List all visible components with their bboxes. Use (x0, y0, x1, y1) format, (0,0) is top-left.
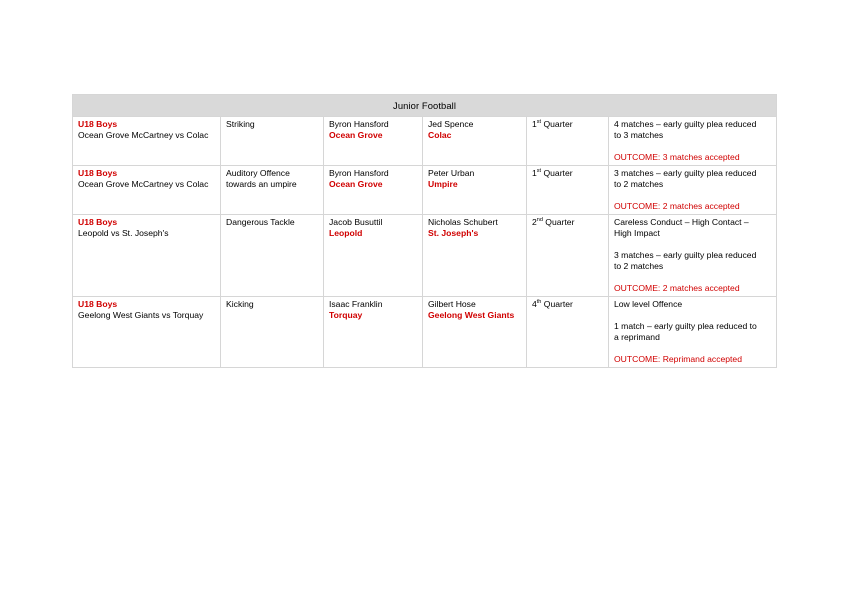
reported-club: Torquay (329, 310, 363, 320)
charge-line: Low level Offence (614, 299, 683, 309)
match-cell (73, 166, 221, 215)
tribunal-results-table (72, 94, 777, 368)
penalty-cell (609, 297, 777, 368)
victim-player: Nicholas Schubert (428, 217, 498, 227)
reported-cell (324, 166, 423, 215)
penalty-line: 3 matches – early guilty plea reduced (614, 168, 757, 178)
match-cell (73, 215, 221, 297)
offence-cell (221, 117, 324, 166)
table-header-row (73, 95, 777, 117)
penalty-cell (609, 215, 777, 297)
reported-cell (324, 117, 423, 166)
outcome-text: OUTCOME: 3 matches accepted (614, 152, 740, 162)
match-label: Leopold vs St. Joseph's (78, 228, 169, 238)
match-cell (73, 297, 221, 368)
quarter-number: 1 (532, 168, 537, 178)
victim-club: St. Joseph's (428, 228, 479, 238)
offence-line: Kicking (226, 299, 254, 309)
division-label: U18 Boys (78, 168, 118, 178)
offence-cell (221, 215, 324, 297)
quarter-text: Quarter (543, 168, 573, 178)
quarter-text: Quarter (545, 217, 575, 227)
division-label: U18 Boys (78, 217, 118, 227)
victim-club: Geelong West Giants (428, 310, 515, 320)
reported-cell (324, 215, 423, 297)
victim-cell (423, 166, 527, 215)
match-label: Ocean Grove McCartney vs Colac (78, 179, 209, 189)
offence-line: Striking (226, 119, 255, 129)
section-title: Junior Football (73, 95, 777, 117)
reported-club: Ocean Grove (329, 130, 383, 140)
penalty-cell (609, 117, 777, 166)
penalty-line: to 3 matches (614, 130, 664, 140)
reported-player: Isaac Franklin (329, 299, 383, 309)
quarter-cell (527, 166, 609, 215)
division-label: U18 Boys (78, 299, 118, 309)
reported-club: Leopold (329, 228, 363, 238)
victim-cell (423, 297, 527, 368)
quarter-suffix: st (536, 119, 542, 125)
table-row (73, 117, 777, 166)
table-row (73, 297, 777, 368)
quarter-number: 1 (532, 119, 537, 129)
quarter-cell (527, 117, 609, 166)
victim-club: Umpire (428, 179, 458, 189)
penalty-line: 1 match – early guilty plea reduced to (614, 321, 757, 331)
victim-cell (423, 215, 527, 297)
victim-player: Jed Spence (428, 119, 474, 129)
quarter-text: Quarter (543, 119, 573, 129)
charge-line: High Impact (614, 228, 660, 238)
penalty-line: 3 matches – early guilty plea reduced (614, 250, 757, 260)
quarter-number: 2 (532, 217, 537, 227)
quarter-suffix: st (536, 168, 542, 174)
penalty-cell (609, 166, 777, 215)
charge-line: Careless Conduct – High Contact – (614, 217, 749, 227)
penalty-line: to 2 matches (614, 261, 664, 271)
division-label: U18 Boys (78, 119, 118, 129)
penalty-line: to 2 matches (614, 179, 664, 189)
offence-line: towards an umpire (226, 179, 297, 189)
quarter-number: 4 (532, 299, 537, 309)
victim-player: Gilbert Hose (428, 299, 476, 309)
offence-cell (221, 297, 324, 368)
reported-club: Ocean Grove (329, 179, 383, 189)
offence-line: Auditory Offence (226, 168, 290, 178)
offence-cell (221, 166, 324, 215)
outcome-text: OUTCOME: 2 matches accepted (614, 201, 740, 211)
quarter-suffix: nd (536, 217, 543, 223)
victim-player: Peter Urban (428, 168, 475, 178)
outcome-text: OUTCOME: 2 matches accepted (614, 283, 740, 293)
match-label: Ocean Grove McCartney vs Colac (78, 130, 209, 140)
match-cell (73, 117, 221, 166)
reported-player: Byron Hansford (329, 168, 389, 178)
victim-club: Colac (428, 130, 452, 140)
penalty-line: 4 matches – early guilty plea reduced (614, 119, 757, 129)
quarter-text: Quarter (543, 299, 573, 309)
table-row (73, 215, 777, 297)
quarter-cell (527, 297, 609, 368)
outcome-text: OUTCOME: Reprimand accepted (614, 354, 742, 364)
offence-line: Dangerous Tackle (226, 217, 295, 227)
quarter-cell (527, 215, 609, 297)
match-label: Geelong West Giants vs Torquay (78, 310, 204, 320)
reported-player: Byron Hansford (329, 119, 389, 129)
reported-cell (324, 297, 423, 368)
reported-player: Jacob Busuttil (329, 217, 383, 227)
penalty-line: a reprimand (614, 332, 660, 342)
victim-cell (423, 117, 527, 166)
quarter-suffix: th (536, 299, 542, 305)
table-row (73, 166, 777, 215)
